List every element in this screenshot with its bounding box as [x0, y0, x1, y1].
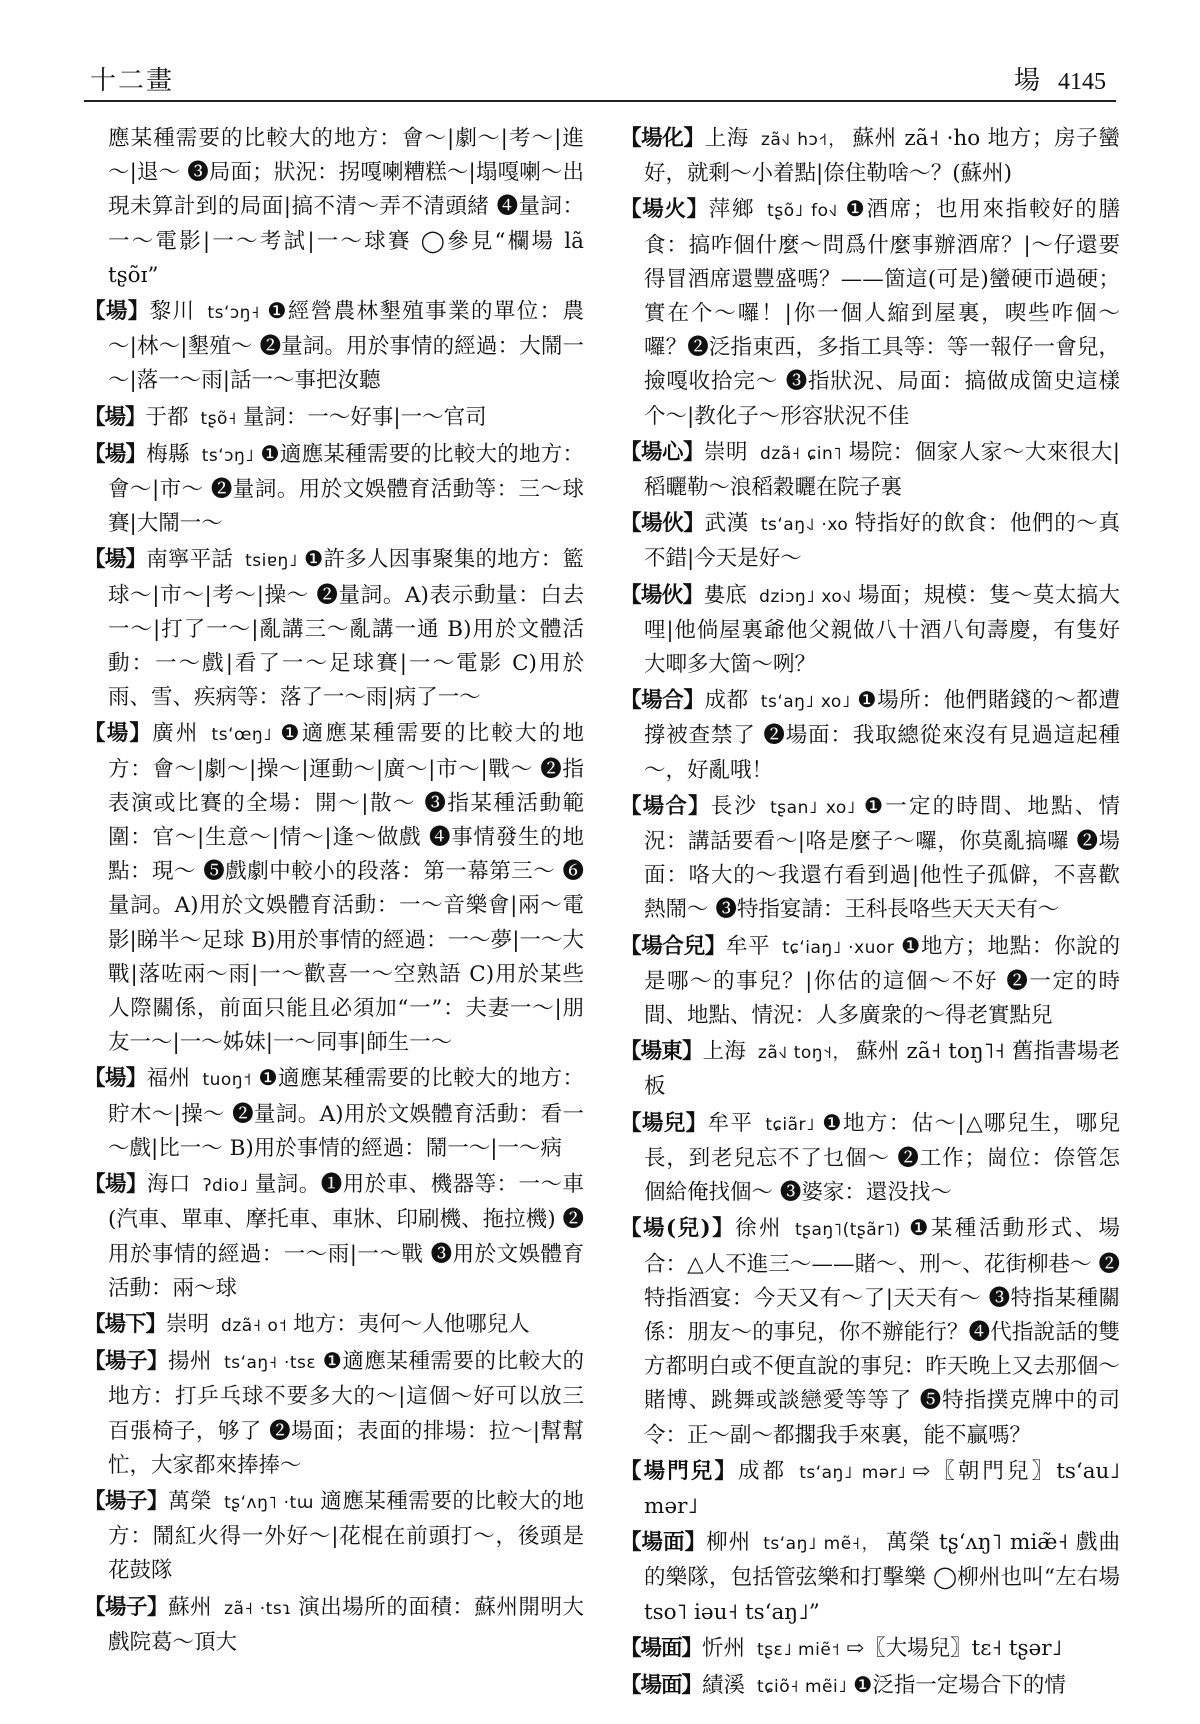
entry-pronunciation: tɕiõ˧ mẽi˩ [757, 1676, 848, 1697]
entry-headword: 【場(兒)】 [620, 1216, 736, 1242]
entry-pronunciation: tsʻaŋ˩ mər˩ [799, 1462, 907, 1483]
entry-definition: ❶地方；地點：你說的是哪～的事兒？|你估的這個～不好 ❷一定的時間、地點、情況：人多廣衆的～得老實點兒 [644, 933, 1120, 1029]
entry-pronunciation: tʂɛ˩ miẽ˦ [757, 1639, 841, 1660]
entry-pronunciation: dziɔŋ˩ xo˧˩ [759, 586, 852, 607]
entry-definition: ❶適應某種需要的比較大的地方：會～|劇～|操～|運動～|廣～|市～|戰～ ❷指表演或比賽的全場：開～|散～ ❸指某種活動範圍：官～|生意～|情～|逢～做戲 ❹事情發生的地點：現～ ❺戲劇中較小的段落：第一幕第三～ ❻量詞。A)用於文娛體育活動：一～音樂會|兩～電影|睇半～足球 B)用於事情的經過：一～夢|一～大戰|落咗兩～雨|一～歡喜一～空熟語 C)用於某些人際關係，前面只能且必須加“一”：夫妻一～|朋友一～|一～姊妹|一～同事|師生一～ [108, 721, 584, 1056]
entry-location: 梅縣 [146, 441, 190, 467]
entry-definition: ❶酒席；也用來指較好的膳食：搞咋個什麼～問爲什麼事辦酒席？|～仔還要得冒酒席還豐盛嗎？——箇這(可是)蠻硬帀過硬；實在个～囉！|你一個人縮到屋裏，喫些咋個～囉？❷泛指東西，多指工具等：等一報仔一會兒，撿嘎收拾完～ ❸指狀況、局面：搞做成箇史這樣个～|教化子～形容狀況不佳 [644, 197, 1120, 429]
dictionary-entry [84, 1485, 584, 1589]
entry-headword: 【場子】 [84, 1488, 169, 1514]
entry-pronunciation: dzã˧ o˦ [221, 1315, 288, 1336]
entry-pronunciation: tuoŋ˦ [202, 1070, 252, 1091]
entry-definition: ❶場所：他們賭錢的～都遭撐被查禁了 ❷場面：我取總從來沒有見過這起種～，好亂哦！ [644, 688, 1120, 783]
entry-headword: 【場面】 [620, 1672, 703, 1698]
header-right [1014, 60, 1106, 97]
dictionary-entry [620, 790, 1120, 928]
dictionary-entry [620, 507, 1120, 576]
entry-headword: 【場伙】 [620, 582, 704, 608]
entry-location: 忻州 [702, 1635, 746, 1661]
entry-pronunciation: tɕiãr˩ [765, 1114, 815, 1135]
entry-headword: 【場】 [84, 1066, 147, 1092]
entry-definition: 應某種需要的比較大的地方：會～|劇～|考～|進～|退～ ❸局面；狀況：拐嘎喇糟糕～|塌嘎喇～出現未算計到的局面|搞不清～弄不清頭緒 ❹量詞：一～電影|一～考試|一～球賽 ◯參見“欄場 lã tʂõɪ” [108, 126, 584, 288]
entry-location: 成都 [738, 1458, 788, 1484]
entry-definition: ❶泛指一定場合下的情 [853, 1672, 1066, 1698]
entry-location: 揚州 [168, 1349, 213, 1375]
entry-location: 長沙 [710, 793, 759, 819]
dictionary-entry [620, 193, 1120, 433]
page-number: 4145 [1058, 69, 1106, 95]
dictionary-entry [620, 1455, 1120, 1524]
entry-pronunciation: tsʻaŋ˩ xo˩ [760, 692, 851, 713]
dictionary-entry [84, 1168, 584, 1306]
entry-definition: ❶適應某種需要的比較大的地方：會～|市～ ❷量詞。用於文娛體育活動等：三～球賽|大鬧一～ [108, 441, 584, 537]
entry-headword: 【場合】 [620, 793, 711, 819]
entry-location: 崇明 [166, 1311, 210, 1337]
entry-location: 福州 [146, 1066, 191, 1092]
entry-pronunciation: tsʻaŋ˩ mẽ˧， [763, 1534, 881, 1555]
entry-headword: 【場】 [84, 547, 147, 573]
entry-pronunciation: zã˧˩ toŋ˦˧， [757, 1043, 851, 1064]
dictionary-entry [84, 1591, 584, 1660]
entry-headword: 【場合】 [620, 688, 705, 714]
entry-pronunciation: tɕʻiaŋ˩ ·xuor [782, 937, 895, 958]
entry-definition: 場院：個家人家～大來很大|稻曬勒～浪稻穀曬在院子裏 [644, 439, 1120, 501]
entry-pronunciation: tsiɐŋ˩ [245, 551, 298, 572]
entry-definition: ❶適應某種需要的比較大的地方：打乒乓球不要多大的～|這個～好可以放三百張椅子，够了 ❷場面；表面的排場：拉～|幫幫忙，大家都來捧捧～ [108, 1349, 584, 1478]
entry-definition: ❶經營農林墾殖事業的單位：農～|林～|墾殖～ ❷量詞。用於事情的經過：大鬧一～|落一～雨|話一～事把汝聽 [108, 299, 584, 394]
entry-pronunciation: zã˧ ·tsɿ [224, 1598, 292, 1619]
dictionary-entry [84, 1308, 584, 1343]
entry-location: 崇明 [704, 439, 749, 465]
entry-location: 牟平 [725, 933, 771, 959]
entry-headword: 【場】 [84, 721, 153, 747]
dictionary-entry [84, 717, 584, 1060]
dictionary-entry [620, 122, 1120, 191]
entry-definition: ❶地方：估～|△哪兒生，哪兒長，到老兒忘不了乜個～ ❷工作；崗位：倷管怎個給俺找個～ ❸婆家：還没找～ [644, 1110, 1120, 1206]
entry-headword: 【場兒】 [620, 1110, 708, 1136]
entry-headword: 【場】 [84, 404, 146, 430]
entry-pronunciation: ʔdio˩ [202, 1176, 249, 1197]
entry-definition: 量詞。❶用於車、機器等：一～車(汽車、單車、摩托車、車牀、印刷機、拖拉機) ❷用於事情的經過：一～雨|一～戰 ❸用於文娛體育活動：兩～球 [108, 1172, 584, 1301]
entry-headword: 【場下】 [84, 1311, 167, 1337]
dictionary-entry [84, 1062, 584, 1166]
right-column [620, 122, 1120, 1702]
entry-pronunciation: zã˧˩ hɔ˧˦， [760, 130, 847, 150]
entry-headword: 【場面】 [620, 1530, 707, 1556]
entry-headword: 【場化】 [620, 126, 705, 151]
entry-definition: 演出場所的面積：蘇州開明大戲院葛～頂大 [108, 1594, 584, 1655]
entry-definition: 場面；規模：隻～莫太搞大哩|他倘屋裏爺他父親做八十酒八旬壽慶，有隻好大唧多大箇～咧？ [644, 582, 1120, 678]
entry-location: 上海 [704, 126, 749, 151]
dictionary-entry [620, 930, 1120, 1034]
entry-pronunciation: dzã˧ ɕin˥ [760, 443, 843, 464]
entry-headword: 【場伙】 [620, 511, 705, 537]
entry-headword: 【場子】 [84, 1349, 169, 1375]
dictionary-entry [620, 1526, 1120, 1630]
entry-location: 成都 [704, 688, 749, 714]
dictionary-entry [620, 1632, 1120, 1667]
entry-headword: 【場】 [84, 441, 147, 467]
entry-definition: ⇨〖朝門兒〗tsʻau˩ mər˩ [644, 1458, 1120, 1519]
entry-pronunciation: tʂõ˩ fo˧˩ [767, 201, 838, 222]
entry-definition: 蘇州 zã˧ toŋ˥˧ 舊指書場老板 [644, 1039, 1120, 1100]
entry-headword: 【場合兒】 [620, 933, 726, 959]
dictionary-entry [620, 1212, 1120, 1452]
dictionary-entry [620, 579, 1120, 683]
header-rule [84, 100, 1116, 102]
entry-headword: 【場】 [84, 1172, 147, 1198]
entry-pronunciation: tʂõ˧ [200, 408, 237, 429]
entry-pronunciation: tsʻɔŋ˧ [207, 303, 260, 324]
dictionary-entry [84, 401, 584, 436]
entry-definition: ⇨〖大場兒〗tɛ˧ tʂər˩ [846, 1635, 1063, 1661]
entry-location: 黎川 [149, 299, 196, 325]
entry-location: 徐州 [735, 1216, 783, 1242]
entry-definition: ❶一定的時間、地點、情況：講話要看～|咯是麼子～囉，你莫亂搞囉 ❷場面：咯大的～我還冇看到過|他性子孤僻，不喜歡熱鬧～ ❸特指宴請：王科長咯些天天天有～ [644, 793, 1120, 923]
entry-definition: ❶許多人因事聚集的地方：籃球～|市～|考～|操～ ❷量詞。A)表示動量：白去一～|打了一～|亂講三～亂講一通 B)用於文體活動：一～戲|看了一～足球賽|一～電影 C)用於雨、雪、疾病等：落了一～雨|病了一～ [108, 547, 584, 711]
entry-pronunciation: tʂʻʌŋ˥ ·tɯ [224, 1492, 314, 1513]
entry-headword: 【場心】 [620, 439, 705, 465]
entry-location: 蘇州 [168, 1594, 213, 1620]
entry-pronunciation: tsʻœŋ˩ [211, 725, 273, 746]
entry-headword: 【場東】 [620, 1039, 703, 1065]
entry-location: 牟平 [707, 1110, 754, 1136]
entry-definition: 萬榮 tʂʻʌŋ˥ miæ̃˧ 戲曲的樂隊，包括管弦樂和打擊樂 ◯柳州也叫“左右場 tso˥ iəu˧ tsʻaŋ˩” [644, 1530, 1120, 1625]
entry-location: 柳州 [706, 1530, 752, 1556]
entry-location: 于都 [145, 404, 189, 430]
entry-headword: 【場火】 [620, 197, 709, 223]
dictionary-entry [620, 684, 1120, 788]
dictionary-entry [84, 438, 584, 542]
entry-location: 上海 [702, 1039, 746, 1065]
entry-definition: 地方：夷何～人他哪兒人 [293, 1311, 530, 1337]
entry-location: 婁底 [703, 582, 748, 608]
left-column [84, 122, 584, 1702]
entry-headword: 【場門兒】 [620, 1458, 738, 1484]
dictionary-entry [84, 122, 584, 293]
header-character: 場 [1013, 66, 1040, 96]
entry-location: 廣州 [152, 721, 200, 747]
entry-pronunciation: tsʻɔŋ˩ [201, 445, 255, 466]
entry-definition: 蘇州 zã˧ ·ho 地方；房子蠻好，就剩～小着點|倷住勒啥～？(蘇州) [644, 126, 1120, 187]
entry-location: 萬榮 [168, 1488, 213, 1514]
dictionary-entry [84, 1345, 584, 1483]
dictionary-entry [620, 1107, 1120, 1211]
entry-location: 海口 [146, 1172, 191, 1198]
entry-pronunciation: tʂan˩ xo˩ [770, 797, 856, 818]
entry-definition: 適應某種需要的比較大的地方：鬧紅火得一外好～|花棍在前頭打～，後頭是花鼓隊 [108, 1488, 584, 1584]
dictionary-entry [620, 436, 1120, 505]
dictionary-entry [84, 295, 584, 399]
entry-definition: 特指好的飲食：他們的～真不錯|今天是好～ [644, 511, 1120, 572]
entry-headword: 【場子】 [84, 1594, 169, 1620]
dictionary-entry [620, 1035, 1120, 1104]
entry-pronunciation: tsʻaŋ˨˩ ·xo [760, 515, 849, 536]
entry-location: 績溪 [702, 1672, 746, 1698]
dictionary-entry [620, 1669, 1120, 1702]
entry-location: 武漢 [704, 511, 749, 537]
entry-headword: 【場】 [84, 299, 150, 325]
entry-definition: ❶某種活動形式、場合：△人不進三～——賭～、刑～、花街柳巷～ ❷特指酒宴：今天又有～了|天天有～ ❸特指某種關係：朋友～的事兒，你不辦能行？❹代指說話的雙方都明白或不便直說的事兒：昨天晚上又去那個～賭博、跳舞或談戀愛等等了 ❺特指撲克牌中的司令：正～副～都擱我手來裏，能不贏嗎？ [644, 1216, 1120, 1448]
entry-definition: ❶適應某種需要的比較大的地方：貯木～|操～ ❷量詞。A)用於文娛體育活動：看一～戲|比一～ B)用於事情的經過：鬧一～|一～病 [108, 1066, 584, 1161]
dictionary-entry [84, 543, 584, 715]
entry-pronunciation: tsʻaŋ˧ ·tsɛ [224, 1353, 317, 1374]
page-header [84, 52, 1116, 96]
entry-pronunciation: tʂaŋ˥(tʂãr˥) [794, 1220, 901, 1241]
entry-location: 南寧平話 [146, 547, 234, 573]
entry-location: 萍鄉 [708, 197, 756, 223]
section-title: 十二畫 [90, 66, 175, 96]
entry-definition: 量詞：一～好事|一～官司 [242, 404, 487, 430]
entry-headword: 【場面】 [620, 1635, 703, 1661]
